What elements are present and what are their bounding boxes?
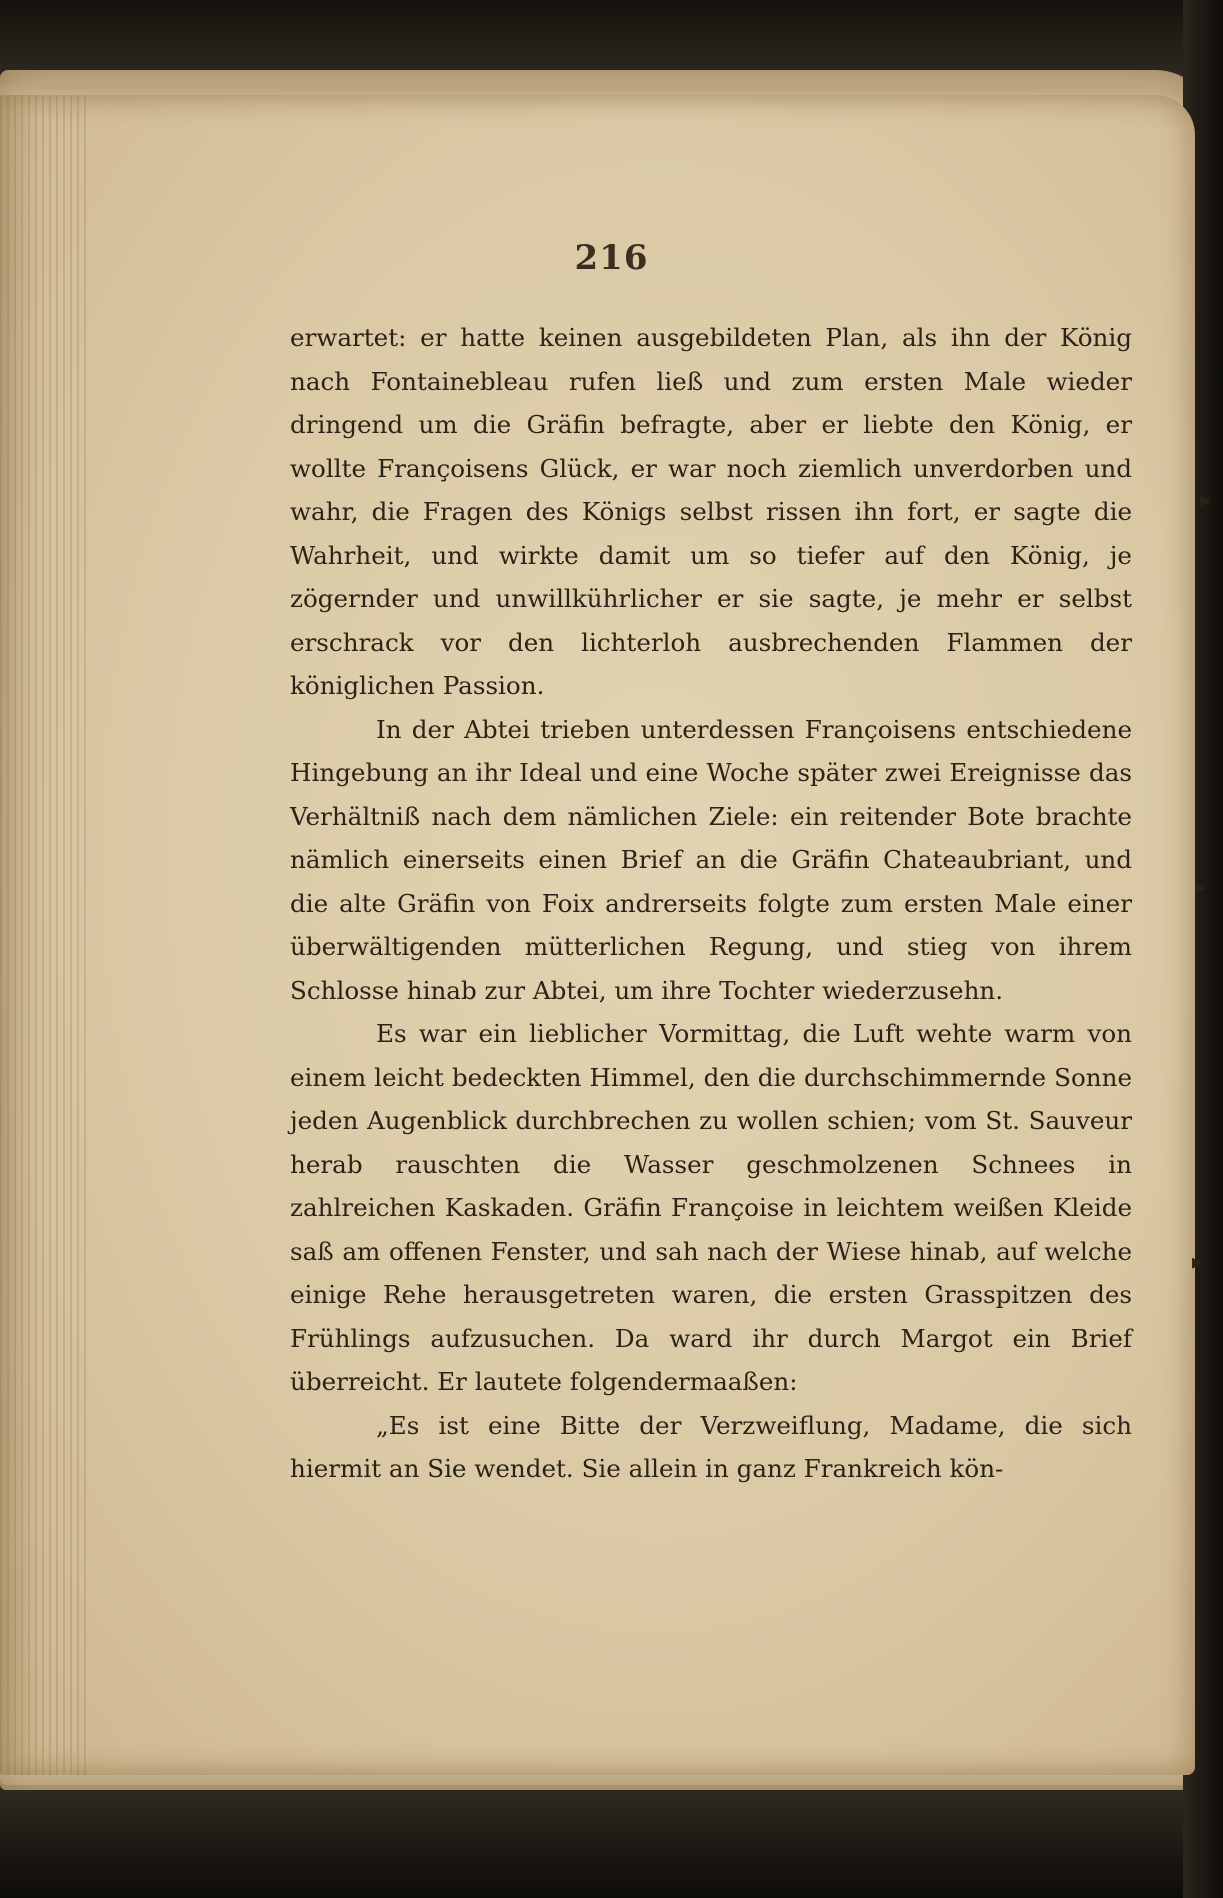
paragraph-1: erwartet: er hatte keinen ausgebildeten Plan, als ihn der König nach Fontainebleau rufen ließ und zum ersten Male wieder dringend um die Gräfin befragte, aber er liebte den König, er wollte Françoisens Glück, er war noch ziemlich unverdorben und wahr, die Fragen des Königs selbst rissen ihn fort, er sagte die Wahrheit, und wirkte damit um so tiefer auf den König, je zögernder und unwillkührlicher er sie sagte, je mehr er selbst erschrack vor den lichterloh ausbrechenden Flammen der königlichen Passion. (290, 323, 1132, 700)
margin-mark-icon: ▸ (1200, 488, 1212, 513)
paragraph-3: Es war ein lieblicher Vormittag, die Luft wehte warm von einem leicht bedeckten Himmel, den die durchschimmernde Sonne jeden Augenblick durchbrechen zu wollen schien; vom St. Sauveur herab rauschten die Wasser geschmolzenen Schnees in zahlreichen Kaskaden. Gräfin Françoise in leichtem weißen Kleide saß am offenen Fenster, und sah nach der Wiese hinab, auf welche einige Rehe herausgetreten waren, die ersten Grasspitzen des Frühlings aufzusuchen. Da ward ihr durch Margot ein Brief überreicht. Er lautete folgendermaaßen: (290, 1019, 1132, 1396)
margin-mark-icon: ▸ (1195, 875, 1207, 900)
paragraph-2: In der Abtei trieben unterdessen Françoisens entschiedene Hingebung an ihr Ideal und eine Woche später zwei Ereignisse das Verhältniß nach dem nämlichen Ziele: ein reitender Bote brachte nämlich einerseits einen Brief an die Gräfin Chateaubriant, und die alte Gräfin von Foix andrerseits folgte zum ersten Male einer überwältigenden mütterlichen Regung, und stieg von ihrem Schlosse hinab zur Abtei, um ihre Tochter wiederzusehn. (290, 714, 1132, 1005)
paragraph-4: „Es ist eine Bitte der Verzweiflung, Madame, die sich hiermit an Sie wendet. Sie allein in ganz Frankreich kön- (290, 1410, 1132, 1483)
margin-mark-icon: ▸ (1192, 1250, 1204, 1275)
page-number: 216 (574, 238, 649, 278)
body-text (290, 316, 1132, 1491)
book-cover-top (0, 0, 1223, 80)
